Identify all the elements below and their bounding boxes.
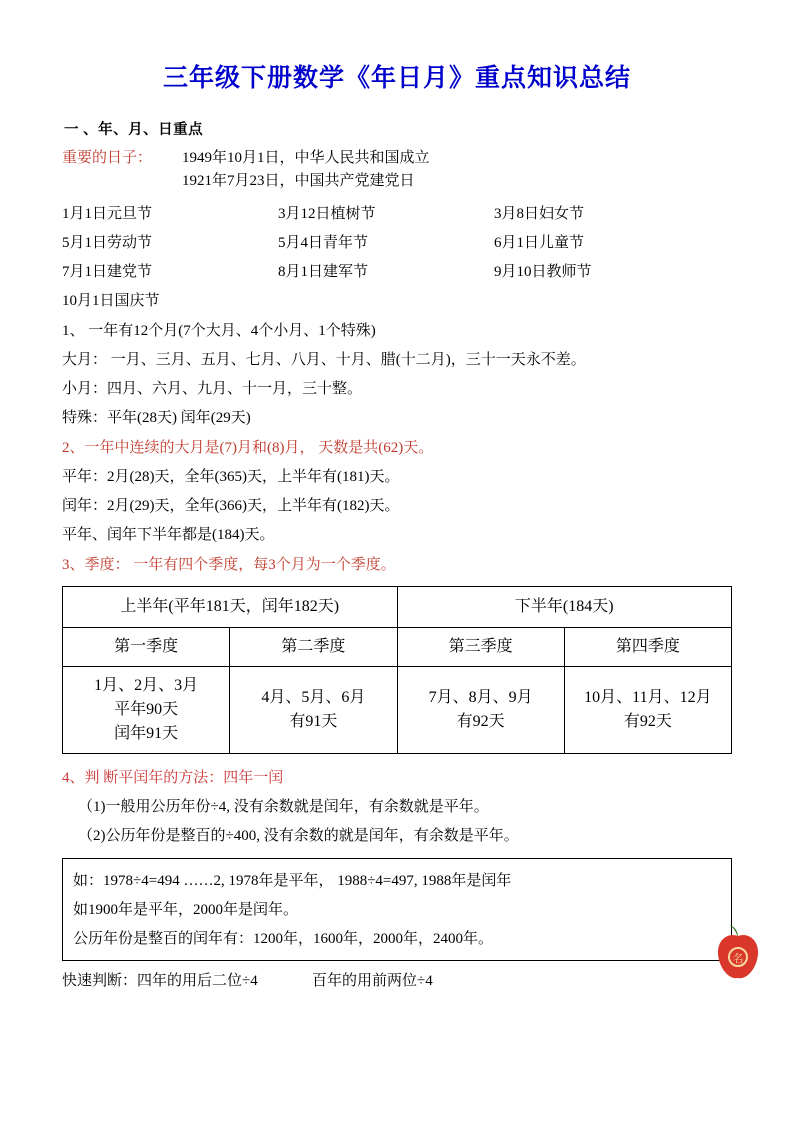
table-cell-q1 xyxy=(63,666,230,753)
page-title: 三年级下册数学《年日月》重点知识总结 xyxy=(162,64,631,92)
quick-judge-1: 快速判断：四年的用后二位÷4 xyxy=(62,973,258,990)
festival-cell: 5月1日劳动节 xyxy=(62,234,153,251)
q2-days: 有91天 xyxy=(289,712,338,730)
leap-rule-1: （1)一般用公历年份÷4, 没有余数就是闰年，有余数就是平年。 xyxy=(78,799,489,815)
table-header-first-half: 上半年(平年181天，闰年182天) xyxy=(63,586,398,627)
table-cell-q4 xyxy=(564,666,731,753)
example-box xyxy=(62,858,744,966)
festival-cell: 3月12日植树节 xyxy=(278,205,376,222)
common-year-info: 平年：2月(28)天，全年(365)天，上半年有(181)天。 xyxy=(62,468,400,485)
table-header-quarter: 第四季度 xyxy=(564,627,731,666)
example-line-1: 如：1978÷4=494 ……2, 1978年是平年， 1988÷4=497, 1988年是闰年 xyxy=(73,872,512,889)
example-line-3: 公历年份是整百的闰年有：1200年，1600年，2000年，2400年。 xyxy=(73,931,494,947)
small-months: 小月：四月、六月、九月、十一月，三十整。 xyxy=(62,381,363,397)
festival-cell: 8月1日建军节 xyxy=(278,264,369,280)
season-table xyxy=(62,586,732,754)
important-date-1: 1949年10月1日，中华人民共和国成立 xyxy=(182,150,430,166)
table-row xyxy=(63,627,732,666)
festival-cell: 5月4日青年节 xyxy=(278,234,369,251)
leap-rule-2: （2)公历年份是整百的÷400, 没有余数的就是闰年，有余数是平年。 xyxy=(78,828,519,845)
q3-days: 有92天 xyxy=(456,712,505,730)
point-1: 1、 一年有12个月(7个大月、4个小月、1个特殊) xyxy=(62,322,376,339)
apple-icon xyxy=(711,924,765,982)
festival-cell: 9月10日教师节 xyxy=(494,264,592,280)
point-2: 2、一年中连续的大月是(7)月和(8)月， 天数是共(62)天。 xyxy=(62,439,434,456)
festival-cell: 1月1日元旦节 xyxy=(62,205,153,222)
table-cell-q2 xyxy=(230,666,397,753)
big-months: 大月： 一月、三月、五月、七月、八月、十月、腊(十二月)，三十一天永不差。 xyxy=(62,351,586,368)
q4-days: 有92天 xyxy=(623,712,672,730)
special-month: 特殊：平年(28天) 闰年(29天) xyxy=(62,410,251,427)
table-row xyxy=(63,666,732,753)
section-heading-1: 一 、年、月、日重点 xyxy=(64,122,204,138)
q3-months: 7月、8月、9月 xyxy=(428,688,533,706)
q2-months: 4月、5月、6月 xyxy=(261,688,366,706)
leap-year-info: 闰年：2月(29)天，全年(366)天，上半年有(182)天。 xyxy=(62,498,400,514)
important-date-2: 1921年7月23日，中国共产党建党日 xyxy=(182,173,415,190)
important-dates-row xyxy=(62,147,732,170)
point-3: 3、季度： 一年有四个季度，每3个月为一个季度。 xyxy=(62,556,396,573)
table-cell-q3 xyxy=(397,666,564,753)
q4-months: 10月、11月、12月 xyxy=(584,688,712,706)
q1-common-days: 平年90天 xyxy=(114,700,179,718)
festival-row xyxy=(62,229,732,258)
festival-cell: 7月1日建党节 xyxy=(62,264,153,280)
festival-row xyxy=(62,287,732,316)
example-line-2: 如1900年是平年，2000年是闰年。 xyxy=(73,901,299,918)
important-dates-label: 重要的日子： xyxy=(62,150,153,166)
point-4: 4、判 断平闰年的方法：四年一闰 xyxy=(62,769,284,786)
table-header-quarter: 第二季度 xyxy=(230,627,397,666)
festival-cell: 6月1日儿童节 xyxy=(494,234,585,251)
table-header-quarter: 第三季度 xyxy=(397,627,564,666)
table-header-quarter: 第一季度 xyxy=(63,627,230,666)
festival-row xyxy=(62,200,732,229)
q1-leap-days: 闰年91天 xyxy=(114,724,179,742)
festival-cell: 10月1日国庆节 xyxy=(62,293,160,310)
svg-text:名: 名 xyxy=(732,953,744,966)
table-row xyxy=(63,586,732,627)
festival-cell: 3月8日妇女节 xyxy=(494,205,585,222)
festival-row xyxy=(62,258,732,287)
table-header-second-half: 下半年(184天) xyxy=(397,586,732,627)
quick-judge-2: 百年的用前两位÷4 xyxy=(312,973,433,990)
quick-judge-row xyxy=(62,967,732,996)
second-half-info: 平年、闰年下半年都是(184)天。 xyxy=(62,527,275,544)
q1-months: 1月、2月、3月 xyxy=(94,676,199,694)
